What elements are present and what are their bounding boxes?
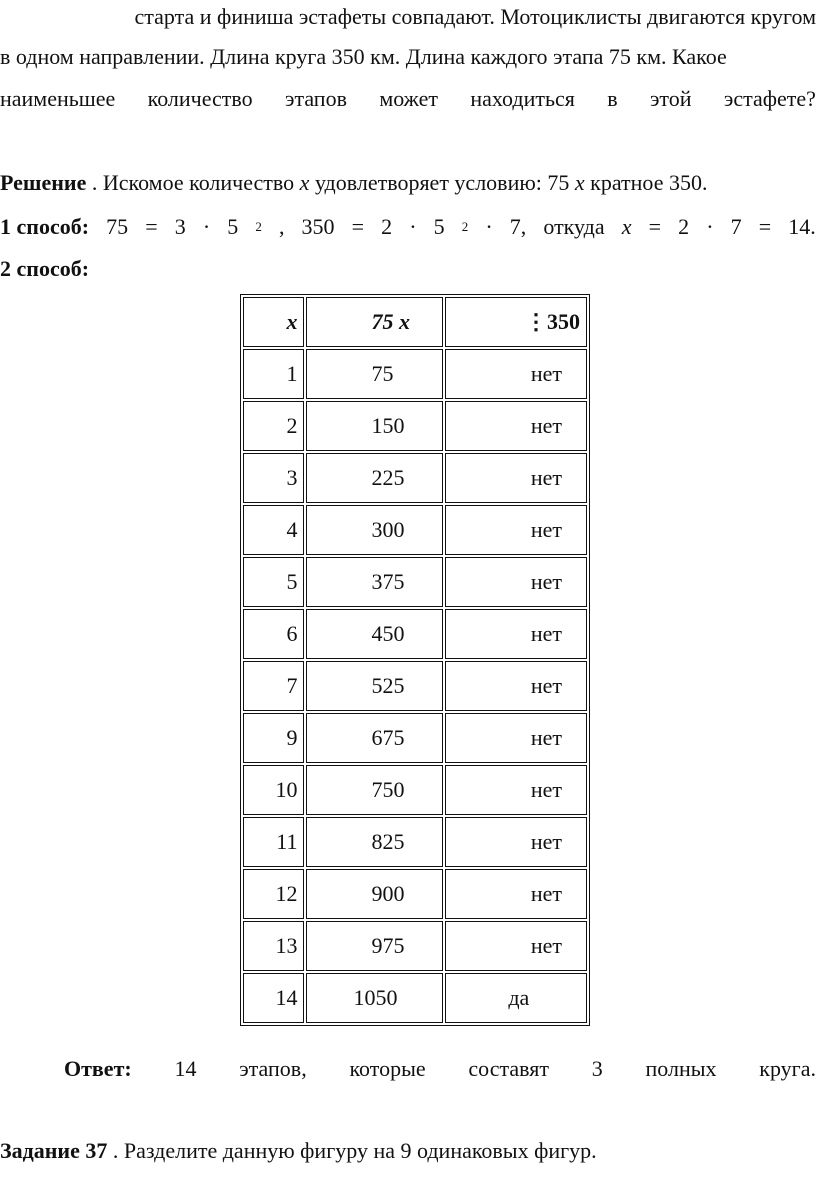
table-row xyxy=(243,973,587,1023)
cell-x: 11 xyxy=(243,817,304,867)
solution-label: Решение xyxy=(0,170,87,195)
cell-x: 1 xyxy=(243,349,304,399)
cell-divisible: нет xyxy=(445,661,587,711)
cell-divisible: нет xyxy=(445,869,587,919)
cell-75x: 750 xyxy=(306,765,443,815)
cell-75x: 675 xyxy=(306,713,443,763)
word: находиться xyxy=(470,86,575,111)
table-header-row xyxy=(243,297,587,347)
cell-75x: 1050 xyxy=(306,973,443,1023)
word: полных xyxy=(645,1056,717,1081)
cell-x: 4 xyxy=(243,505,304,555)
table-row xyxy=(243,557,587,607)
word: количество xyxy=(147,86,253,111)
answer-label: Ответ: xyxy=(64,1056,132,1081)
math-token: 75 xyxy=(106,214,129,239)
task-text: . Разделите данную фигуру на 9 одинаковых фигур. xyxy=(107,1138,597,1163)
word: которые xyxy=(349,1056,426,1081)
word: эстафете? xyxy=(723,86,816,111)
cell-x: 5 xyxy=(243,557,304,607)
math-token: = xyxy=(351,214,365,239)
cell-x: 10 xyxy=(243,765,304,815)
cell-75x: 525 xyxy=(306,661,443,711)
solution-text-b: удовлетворяет условию: 75 xyxy=(309,170,575,195)
math-token: , xyxy=(278,214,285,239)
cell-x: 12 xyxy=(243,869,304,919)
cell-75x: 825 xyxy=(306,817,443,867)
math-token: 7, xyxy=(509,214,527,239)
cell-divisible: нет xyxy=(445,609,587,659)
cell-x: 13 xyxy=(243,921,304,971)
word: составят xyxy=(468,1056,549,1081)
answer-line xyxy=(64,1056,816,1082)
cell-x: 9 xyxy=(243,713,304,763)
cell-divisible: нет xyxy=(445,557,587,607)
variable-x: x xyxy=(574,170,585,195)
math-token: · xyxy=(706,214,714,239)
math-token: 7 xyxy=(730,214,742,239)
cell-75x: 975 xyxy=(306,921,443,971)
math-token: 14. xyxy=(788,214,816,239)
table-row xyxy=(243,609,587,659)
table-row xyxy=(243,765,587,815)
word: круга. xyxy=(759,1056,816,1081)
math-token: = xyxy=(758,214,772,239)
math-token: 2 xyxy=(678,214,690,239)
table-row xyxy=(243,661,587,711)
cell-x: 3 xyxy=(243,453,304,503)
cell-divisible: нет xyxy=(445,713,587,763)
cell-divisible: нет xyxy=(445,505,587,555)
math-token: = xyxy=(145,214,158,239)
table-row xyxy=(243,817,587,867)
variable-x: x xyxy=(621,214,632,239)
math-token: 2 xyxy=(381,214,393,239)
word: этапов xyxy=(285,86,347,111)
word: 14 xyxy=(174,1056,197,1081)
word: наименьшее xyxy=(0,86,116,111)
task-label: Задание 37 xyxy=(0,1138,108,1163)
method2-label: 2 способ: xyxy=(0,256,90,281)
cell-divisible: нет xyxy=(445,453,587,503)
table-row xyxy=(243,869,587,919)
cell-75x: 75 xyxy=(306,349,443,399)
table-row xyxy=(243,921,587,971)
cell-divisible: нет xyxy=(445,921,587,971)
math-token: откуда xyxy=(543,214,605,239)
word: в xyxy=(607,86,618,111)
word: этапов, xyxy=(239,1056,307,1081)
cell-75x: 225 xyxy=(306,453,443,503)
word: может xyxy=(379,86,438,111)
cell-x: 7 xyxy=(243,661,304,711)
math-token: 3 xyxy=(174,214,186,239)
exponent: 2 xyxy=(255,219,262,234)
method1-line xyxy=(0,214,816,240)
divisibility-table xyxy=(240,294,590,1026)
table-row xyxy=(243,349,587,399)
word: 3 xyxy=(591,1056,603,1081)
cell-75x: 450 xyxy=(306,609,443,659)
math-token: = xyxy=(648,214,662,239)
table-row xyxy=(243,713,587,763)
math-token: 350 xyxy=(301,214,335,239)
table-row xyxy=(243,505,587,555)
math-token: · xyxy=(202,214,211,239)
cell-75x: 375 xyxy=(306,557,443,607)
table-row xyxy=(243,401,587,451)
word: этой xyxy=(649,86,692,111)
solution-line xyxy=(0,170,816,196)
cell-divisible: нет xyxy=(445,817,587,867)
exponent: 2 xyxy=(461,219,469,234)
variable-x: x xyxy=(299,170,310,195)
cell-x: 2 xyxy=(243,401,304,451)
intro-line-3 xyxy=(0,86,816,112)
intro-line-2: в одном направлении. Длина круга 350 км. Длина каждого этапа 75 км. Какое xyxy=(0,44,727,69)
math-token: 5 xyxy=(227,214,239,239)
solution-text-c: кратное 350. xyxy=(584,170,708,195)
solution-text-a: . Искомое количество xyxy=(86,170,300,195)
header-divisible-350: ⋮350 xyxy=(445,297,587,347)
cell-75x: 900 xyxy=(306,869,443,919)
intro-line-1: старта и финиша эстафеты совпадают. Мотоциклисты двигаются кругом xyxy=(134,4,816,29)
method1-label: 1 способ: xyxy=(0,214,90,239)
header-x: x xyxy=(243,297,304,347)
cell-divisible: нет xyxy=(445,401,587,451)
cell-75x: 300 xyxy=(306,505,443,555)
cell-x: 6 xyxy=(243,609,304,659)
cell-divisible: нет xyxy=(445,349,587,399)
cell-divisible: нет xyxy=(445,765,587,815)
task-line xyxy=(0,1138,816,1164)
math-token: · xyxy=(409,214,417,239)
cell-x: 14 xyxy=(243,973,304,1023)
math-token: 5 xyxy=(433,214,445,239)
cell-75x: 150 xyxy=(306,401,443,451)
header-75x: 75 x xyxy=(306,297,443,347)
cell-divisible: да xyxy=(445,973,587,1023)
table-body xyxy=(243,297,587,1023)
math-token: · xyxy=(485,214,493,239)
table-row xyxy=(243,453,587,503)
